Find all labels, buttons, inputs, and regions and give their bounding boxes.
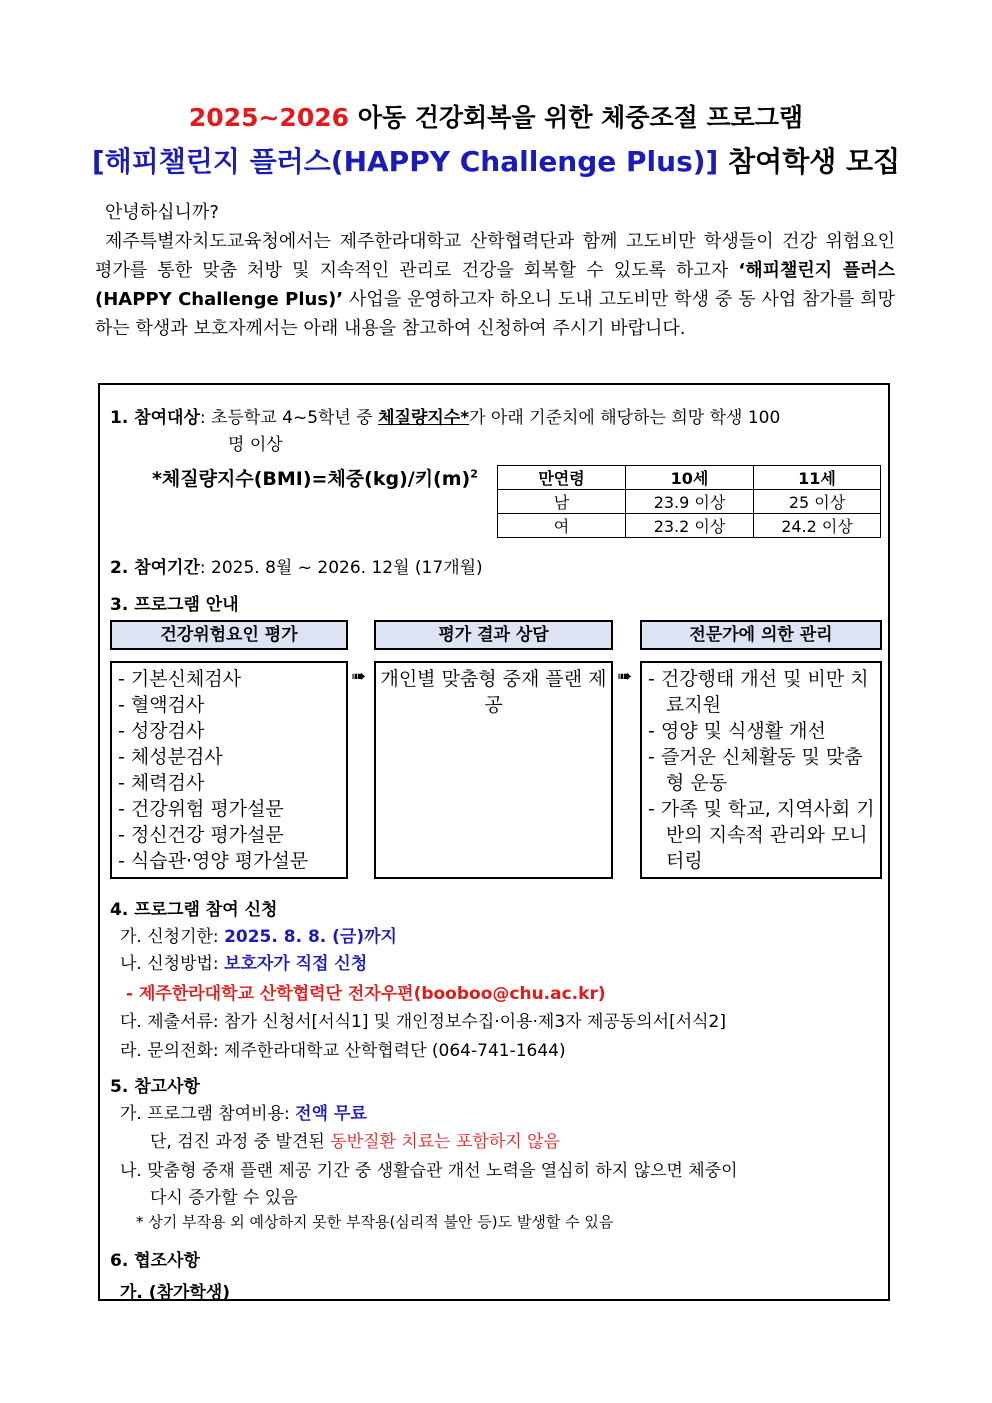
list-item: - 건강위험 평가설문 bbox=[118, 798, 284, 820]
bmi-threshold-table bbox=[497, 465, 881, 538]
list-item: - 체성분검사 bbox=[118, 746, 223, 768]
section-2-heading: 2. 참여기간 bbox=[110, 558, 200, 578]
table-header: 10세 bbox=[626, 466, 754, 490]
list-item: - 즐거운 신체활동 및 맞춤형 운동 bbox=[648, 746, 863, 794]
phase-3-header: 전문가에 의한 관리 bbox=[640, 620, 882, 650]
application-deadline: 가. 신청기한: 2025. 8. 8. (금)까지 bbox=[120, 927, 397, 947]
phase-2-content: 개인별 맞춤형 중재 플랜 제공 bbox=[374, 661, 613, 879]
application-method: 나. 신청방법: 보호자가 직접 신청 bbox=[120, 954, 368, 974]
phase-3-list bbox=[640, 661, 882, 879]
email-link[interactable]: (booboo@chu.ac.kr) bbox=[413, 984, 606, 1004]
table-row bbox=[498, 514, 881, 538]
program-name-bold: ‘해피챌린지 플러스 (HAPPY Challenge Plus)’ bbox=[95, 260, 895, 310]
section-3-heading: 3. 프로그램 안내 bbox=[110, 595, 239, 615]
weight-note-line1: 나. 맞춤형 중재 플랜 제공 기간 중 생활습관 개선 노력을 열심히 하지 않으면 체중이 bbox=[120, 1161, 738, 1181]
intro-text bbox=[95, 198, 895, 343]
phase-1-list bbox=[110, 661, 348, 879]
arrow-right-icon: ➠ bbox=[351, 666, 367, 687]
method-value: 보호자가 직접 신청 bbox=[224, 954, 368, 974]
list-item: - 가족 및 학교, 지역사회 기반의 지속적 관리와 모니터링 bbox=[648, 798, 875, 872]
table-header: 11세 bbox=[754, 466, 881, 490]
section-1-line2: 명 이상 bbox=[228, 435, 283, 455]
section-2: 2. 참여기간: 2025. 8월 ~ 2026. 12월 (17개월) bbox=[110, 558, 483, 578]
table-cell: 여 bbox=[498, 514, 626, 538]
table-cell: 25 이상 bbox=[754, 490, 881, 514]
title-line1-rest: 아동 건강회복을 위한 체중조절 프로그램 bbox=[349, 103, 804, 132]
side-effect-note: * 상기 부작용 외 예상하지 못한 부작용(심리적 불안 등)도 발생할 수 있음 bbox=[136, 1213, 614, 1231]
arrow-right-icon: ➠ bbox=[617, 666, 633, 687]
section-4-heading: 4. 프로그램 참여 신청 bbox=[110, 900, 278, 920]
deadline-value: 2025. 8. 8. (금)까지 bbox=[224, 927, 397, 947]
bmi-formula: *체질량지수(BMI)=체중(kg)/키$(m)^2$ bbox=[152, 467, 478, 490]
list-item: - 정신건강 평가설문 bbox=[118, 824, 284, 846]
table-cell: 24.2 이상 bbox=[754, 514, 881, 538]
section-1-heading: 1. 참여대상 bbox=[110, 408, 200, 428]
greeting: 안녕하십니까? bbox=[105, 202, 219, 223]
list-item: - 영양 및 식생활 개선 bbox=[648, 720, 826, 742]
list-item: - 혈액검사 bbox=[118, 694, 205, 716]
title-years: 2025~2026 bbox=[188, 103, 350, 132]
table-row bbox=[498, 490, 881, 514]
document-title-line1 bbox=[0, 98, 992, 134]
document-title-line2 bbox=[0, 140, 992, 180]
content-box bbox=[98, 383, 890, 1301]
table-cell: 23.2 이상 bbox=[626, 514, 754, 538]
list-item: - 식습관·영양 평가설문 bbox=[118, 850, 309, 872]
cooperation-item: 가. (참가학생) bbox=[120, 1283, 231, 1303]
application-email: - 제주한라대학교 산학협력단 전자우편(booboo@chu.ac.kr) bbox=[126, 984, 606, 1004]
phase-1-header: 건강위험요인 평가 bbox=[110, 620, 348, 650]
intro-body: 제주특별자치도교육청에서는 제주한라대학교 산학협력단과 함께 고도비만 학생들이 건강 위험요인 평가를 통한 맞춤 처방 및 지속적인 관리로 건강을 회복할 수 있도록 하고자 ‘해피챌린지 플러스 (HAPPY Challenge Plus)’ 사업을 운영하고자 하오니 도내 고도비만 학생 중 동 사업 참가를 희망하는 학생과 보호자께서는 아래 내용을 참고하여 신청하여 주시기 바랍니다. bbox=[95, 231, 895, 339]
contact-phone: 라. 문의전화: 제주한라대학교 산학협력단 (064-741-1644) bbox=[120, 1041, 566, 1061]
section-5-heading: 5. 참고사항 bbox=[110, 1077, 200, 1097]
cost-note: 단, 검진 과정 중 발견된 동반질환 치료는 포함하지 않음 bbox=[150, 1132, 560, 1152]
list-item: - 성장검사 bbox=[118, 720, 205, 742]
title-program-name: [해피챌린지 플러스(HAPPY Challenge Plus)] bbox=[91, 145, 719, 178]
weight-note-line2: 다시 증가할 수 있음 bbox=[150, 1188, 298, 1208]
cost-value: 전액 무료 bbox=[295, 1104, 367, 1124]
required-documents: 다. 제출서류: 참가 신청서[서식1] 및 개인정보수집·이용·제3자 제공동의서[서식2] bbox=[120, 1012, 726, 1032]
table-cell: 남 bbox=[498, 490, 626, 514]
bmi-term: 체질량지수* bbox=[378, 408, 470, 428]
phase-2-header: 평가 결과 상담 bbox=[374, 620, 613, 650]
list-item: - 기본신체검사 bbox=[118, 668, 242, 690]
list-item: - 체력검사 bbox=[118, 772, 205, 794]
table-cell: 23.9 이상 bbox=[626, 490, 754, 514]
table-header-row bbox=[498, 466, 881, 490]
participation-cost: 가. 프로그램 참여비용: 전액 무료 bbox=[120, 1104, 367, 1124]
list-item: - 건강행태 개선 및 비만 치료지원 bbox=[648, 668, 869, 716]
section-6-heading: 6. 협조사항 bbox=[110, 1251, 200, 1271]
section-1-line1: 1. 참여대상: 초등학교 4~5학년 중 체질량지수*가 아래 기준치에 해당하는 희망 학생 100 bbox=[110, 408, 781, 428]
title-line2-rest: 참여학생 모집 bbox=[718, 145, 901, 178]
table-header: 만연령 bbox=[498, 466, 626, 490]
